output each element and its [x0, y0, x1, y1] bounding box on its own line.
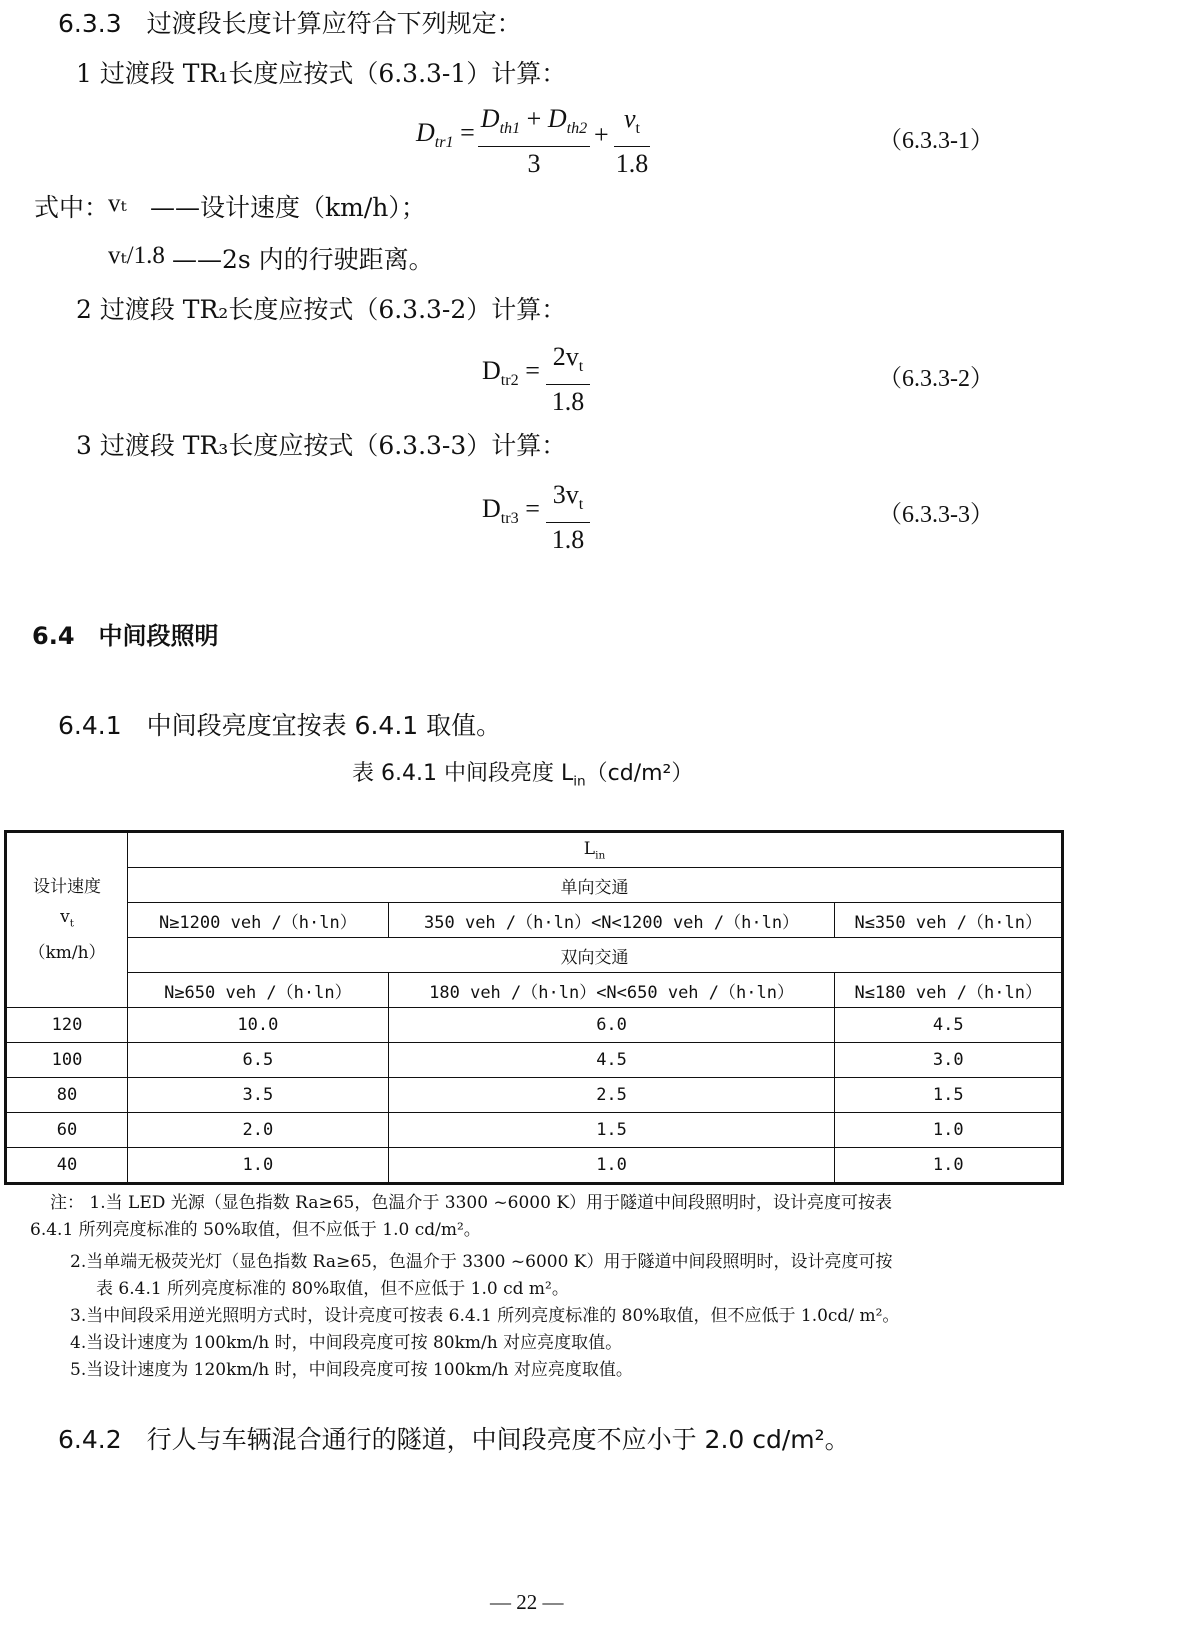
eq3-number: （6.3.3-3） — [878, 502, 994, 528]
table-cell: 2.5 — [388, 1078, 835, 1113]
note-5: 5.当设计速度为 120km/h 时，中间段亮度可按 100km/h 对应亮度取值。 — [70, 1360, 633, 1380]
eq1-num2-sub: th2 — [566, 120, 588, 138]
table-cell: 1.0 — [128, 1148, 389, 1184]
table-cell: 1.0 — [835, 1148, 1063, 1184]
oneway-col-1: N≥1200 veh /（h·ln） — [128, 903, 389, 938]
eq1-plus: + — [526, 104, 542, 133]
table-cell: 3.5 — [128, 1078, 389, 1113]
eq2-lhs-sub: tr2 — [500, 372, 519, 390]
table-cell: 6.0 — [388, 1008, 835, 1043]
eq1-den2: 1.8 — [615, 149, 649, 179]
table-cell: 40 — [6, 1148, 128, 1184]
table-row — [6, 1008, 1063, 1043]
table-cell: 80 — [6, 1078, 128, 1113]
eq1-lhs-sub: tr1 — [434, 134, 454, 152]
table-cell: 1.5 — [835, 1078, 1063, 1113]
note-4: 4.当设计速度为 100km/h 时，中间段亮度可按 80km/h 对应亮度取值。 — [70, 1333, 623, 1353]
eq1-number: （6.3.3-1） — [878, 128, 994, 154]
note-2a: 2.当单端无极荧光灯（显色指数 Ra≥65，色温介于 3300 ~6000 K）用于隧道中间段照明时，设计亮度可按 — [70, 1252, 893, 1272]
eq1-lhs: D — [416, 118, 435, 147]
item-3-text: 3 过渡段 TR₃长度应按式（6.3.3-3）计算： — [76, 431, 567, 460]
twoway-col-3: N≤180 veh /（h·ln） — [835, 973, 1063, 1008]
table-header-row — [6, 832, 1063, 868]
eq3-fraction-bar — [546, 522, 590, 523]
oneway-header-cell: 单向交通 — [128, 868, 1063, 903]
eq3-den: 1.8 — [551, 525, 585, 555]
twoway-header-cell: 双向交通 — [128, 938, 1063, 973]
note-1b: 6.4.1 所列亮度标准的 50%取值，但不应低于 1.0 cd/m²。 — [30, 1220, 481, 1240]
eq1-num3: v — [623, 104, 636, 133]
luminance-table — [4, 830, 1064, 1185]
note-1a: 注： 1.当 LED 光源（显色指数 Ra≥65，色温介于 3300 ~6000 K）用于隧道中间段照明时，设计亮度可按表 — [50, 1193, 893, 1213]
eq2-fraction — [546, 342, 590, 417]
eq1-den1: 3 — [527, 149, 541, 179]
table-cell: 4.5 — [835, 1008, 1063, 1043]
where-def-1: ——设计速度（km/h）； — [150, 193, 426, 222]
eq3-lhs: D — [482, 494, 501, 523]
table-header-row — [6, 938, 1063, 973]
twoway-col-1: N≥650 veh /（h·ln） — [128, 973, 389, 1008]
table-cell: 60 — [6, 1113, 128, 1148]
table-row — [6, 1043, 1063, 1078]
eq1-fraction-bar-1 — [478, 146, 590, 147]
eq3-num: 3v — [552, 480, 579, 509]
table-cell: 1.5 — [388, 1113, 835, 1148]
table-cell: 1.0 — [835, 1113, 1063, 1148]
page-number: — 22 — — [490, 1590, 564, 1614]
speed-header-cell: 设计速度 $v_t$ （km/h） — [6, 832, 128, 1008]
eq2-lhs: D — [482, 356, 501, 385]
table-header-row — [6, 973, 1063, 1008]
where-var-2: vₜ/1.8 — [108, 242, 165, 269]
table-row — [6, 1113, 1063, 1148]
eq1-num1: D — [480, 104, 500, 133]
note-3: 3.当中间段采用逆光照明方式时，设计亮度可按表 6.4.1 所列亮度标准的 80%取值，但不应低于 1.0cd/ m²。 — [70, 1306, 900, 1326]
table-cell: 4.5 — [388, 1043, 835, 1078]
eq1-fraction-bar-2 — [614, 146, 650, 147]
table-cell: 2.0 — [128, 1113, 389, 1148]
eq1-num2: D — [547, 104, 567, 133]
eq2-den: 1.8 — [551, 387, 585, 417]
clause-6-3-3-heading: 6.3.3 过渡段长度计算应符合下列规定： — [58, 9, 522, 38]
table-row — [6, 1148, 1063, 1184]
table-row — [6, 1078, 1063, 1113]
table-cell: 1.0 — [388, 1148, 835, 1184]
eq1-fraction-1 — [478, 104, 590, 179]
table-cell: 120 — [6, 1008, 128, 1043]
oneway-col-3: N≤350 veh /（h·ln） — [835, 903, 1063, 938]
eq1-num3-sub: t — [635, 120, 641, 138]
eq2-num-sub: t — [578, 358, 584, 376]
eq1-fraction-2 — [614, 104, 650, 179]
eq3-lhs-sub: tr3 — [500, 510, 519, 528]
lin-header-cell: $L_{in}$ — [128, 832, 1063, 868]
item-2-text: 2 过渡段 TR₂长度应按式（6.3.3-2）计算： — [76, 295, 567, 324]
section-6-4-heading: 6.4 中间段照明 — [32, 622, 219, 650]
table-cell: 100 — [6, 1043, 128, 1078]
eq2-fraction-bar — [546, 384, 590, 385]
note-2b: 表 6.4.1 所列亮度标准的 80%取值，但不应低于 1.0 cd m²。 — [96, 1279, 569, 1299]
table-cell: 3.0 — [835, 1043, 1063, 1078]
eq1-plus-2: + — [594, 120, 609, 149]
table-cell: 10.0 — [128, 1008, 389, 1043]
table-cell: 6.5 — [128, 1043, 389, 1078]
clause-6-4-1: 6.4.1 中间段亮度宜按表 6.4.1 取值。 — [58, 711, 502, 740]
eq1-num1-sub: th1 — [499, 120, 521, 138]
eq3-num-sub: t — [578, 496, 584, 514]
eq3-fraction — [546, 480, 590, 555]
item-1-text: 1 过渡段 TR₁长度应按式（6.3.3-1）计算： — [76, 59, 567, 88]
eq2-num: 2v — [552, 342, 579, 371]
clause-6-4-2: 6.4.2 行人与车辆混合通行的隧道，中间段亮度不应小于 2.0 cd/m²。 — [58, 1425, 850, 1454]
table-header-row — [6, 903, 1063, 938]
where-intro: 式中： — [34, 193, 110, 222]
eq2-number: （6.3.3-2） — [878, 366, 994, 392]
where-def-2: ——2s 内的行驶距离。 — [172, 245, 434, 274]
table-header-row — [6, 868, 1063, 903]
oneway-col-2: 350 veh /（h·ln）<N<1200 veh /（h·ln） — [388, 903, 835, 938]
where-var-1: vₜ — [108, 190, 127, 217]
twoway-col-2: 180 veh /（h·ln）<N<650 veh /（h·ln） — [388, 973, 835, 1008]
table-title: 表 6.4.1 中间段亮度 $L_{in}(cd/m^2)$ — [352, 761, 694, 790]
